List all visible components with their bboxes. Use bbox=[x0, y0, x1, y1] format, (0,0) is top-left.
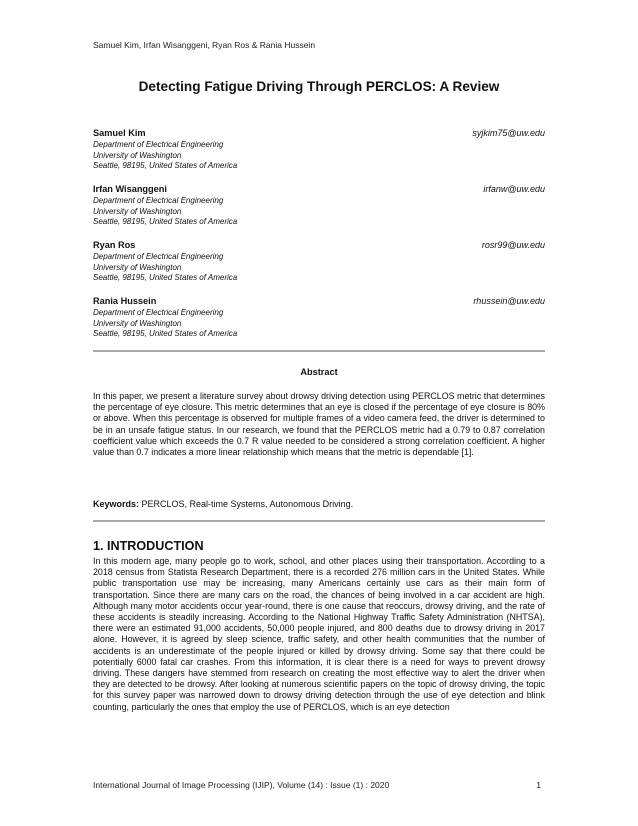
abstract-heading: Abstract bbox=[300, 367, 338, 377]
keywords-line bbox=[93, 499, 545, 509]
author-department: Department of Electrical Engineering bbox=[93, 308, 224, 317]
author-university: University of Washington bbox=[93, 206, 182, 216]
running-head: Samuel Kim, Irfan Wisanggeni, Ryan Ros & Rania Hussein bbox=[93, 40, 316, 50]
author-name: Irfan Wisanggeni bbox=[93, 184, 167, 194]
author-university: University of Washington bbox=[93, 318, 182, 328]
author-address: Seattle, 98195, United States of America bbox=[93, 217, 238, 226]
section-heading-introduction: 1. INTRODUCTION bbox=[93, 539, 204, 553]
author-email[interactable]: syjkim75@uw.edu bbox=[472, 128, 545, 138]
keywords-text: PERCLOS, Real-time Systems, Autonomous Driving. bbox=[139, 499, 354, 509]
author-university: University of Washington bbox=[93, 150, 182, 160]
keywords-label: Keywords: bbox=[93, 499, 140, 509]
author-department: Department of Electrical Engineering bbox=[93, 252, 224, 261]
author-university: University of Washington bbox=[93, 262, 182, 272]
author-name: Ryan Ros bbox=[93, 240, 136, 250]
journal-citation: International Journal of Image Processing (IJIP), Volume (14) : Issue (1) : 2020 bbox=[93, 780, 390, 790]
author-address: Seattle, 98195, United States of America bbox=[93, 273, 238, 282]
divider-rule bbox=[93, 520, 545, 522]
author-department: Department of Electrical Engineering bbox=[93, 196, 224, 205]
author-name: Rania Hussein bbox=[93, 296, 157, 306]
author-name: Samuel Kim bbox=[93, 128, 146, 138]
author-block bbox=[93, 240, 545, 284]
page-footer bbox=[93, 780, 545, 790]
divider-rule bbox=[93, 350, 545, 352]
page-number: 1 bbox=[536, 780, 541, 790]
author-block bbox=[93, 128, 545, 172]
author-email[interactable]: irfanw@uw.edu bbox=[483, 184, 545, 194]
author-email[interactable]: rhussein@uw.edu bbox=[473, 296, 545, 306]
author-address: Seattle, 98195, United States of America bbox=[93, 329, 238, 338]
author-email[interactable]: rosr99@uw.edu bbox=[481, 240, 545, 250]
author-department: Department of Electrical Engineering bbox=[93, 140, 224, 149]
author-address: Seattle, 98195, United States of America bbox=[93, 161, 238, 170]
abstract-text: In this paper, we present a literature survey about drowsy driving detection using PERCLOS metric that determines the percentage of eye closure. This metric determines that an eye is closed if the percentage of eye closure is 80% or above. When this percentage is observed for multiple frames of a video camera feed, the driver is determined to be in an unsafe fatigue status. In our research, we found that the PERCLOS metric had a 0.79 to 0.87 correlation coefficient value which exceeds the 0.7 R value needed to be considered a strong correlation coefficient. A higher value than 0.7 indicates a more linear relationship which means that the metric is dependable [1]. bbox=[93, 391, 545, 458]
paper-title: Detecting Fatigue Driving Through PERCLOS: A Review bbox=[138, 79, 500, 94]
author-block bbox=[93, 184, 545, 228]
author-block bbox=[93, 296, 545, 340]
introduction-text: In this modern age, many people go to work, school, and other places using their transportation. According to a 2018 census from Statista Research Department, there is a recorded 276 million cars in the United States. While public transportation use may be increasing, many Americans certainly use cars as their main form of transportation. Since there are many cars on the road, the chances of being involved in a car accident are high. Although many motor accidents occur year-round, there is one cause that reoccurs, drowsy driving, and the rate of these accidents is steadily increasing. According to the National Highway Traffic Safety Administration (NHTSA), there were an estimated 91,000 accidents, 50,000 people injured, and 800 deaths due to drowsy driving in 2017 alone. However, it is agreed by sleep science, traffic safety, and other health communities that the number of accidents is an underestimate of the people injured or killed by drowsy driving. Some say that there could be potentially 6000 fatal car crashes. From this information, it is clear there is a need for ways to prevent drowsy driving. These dangers have stemmed from research on creating the most effective way to alert the driver when they are detected to be drowsy. After looking at numerous scientific papers on the topic of drowsy driving, the topic for this survey paper was narrowed down to drowsy driving detection through the use of eye detection and blink counting, particularly the ones that employ the use of PERCLOS, which is an eye detection bbox=[93, 556, 545, 712]
